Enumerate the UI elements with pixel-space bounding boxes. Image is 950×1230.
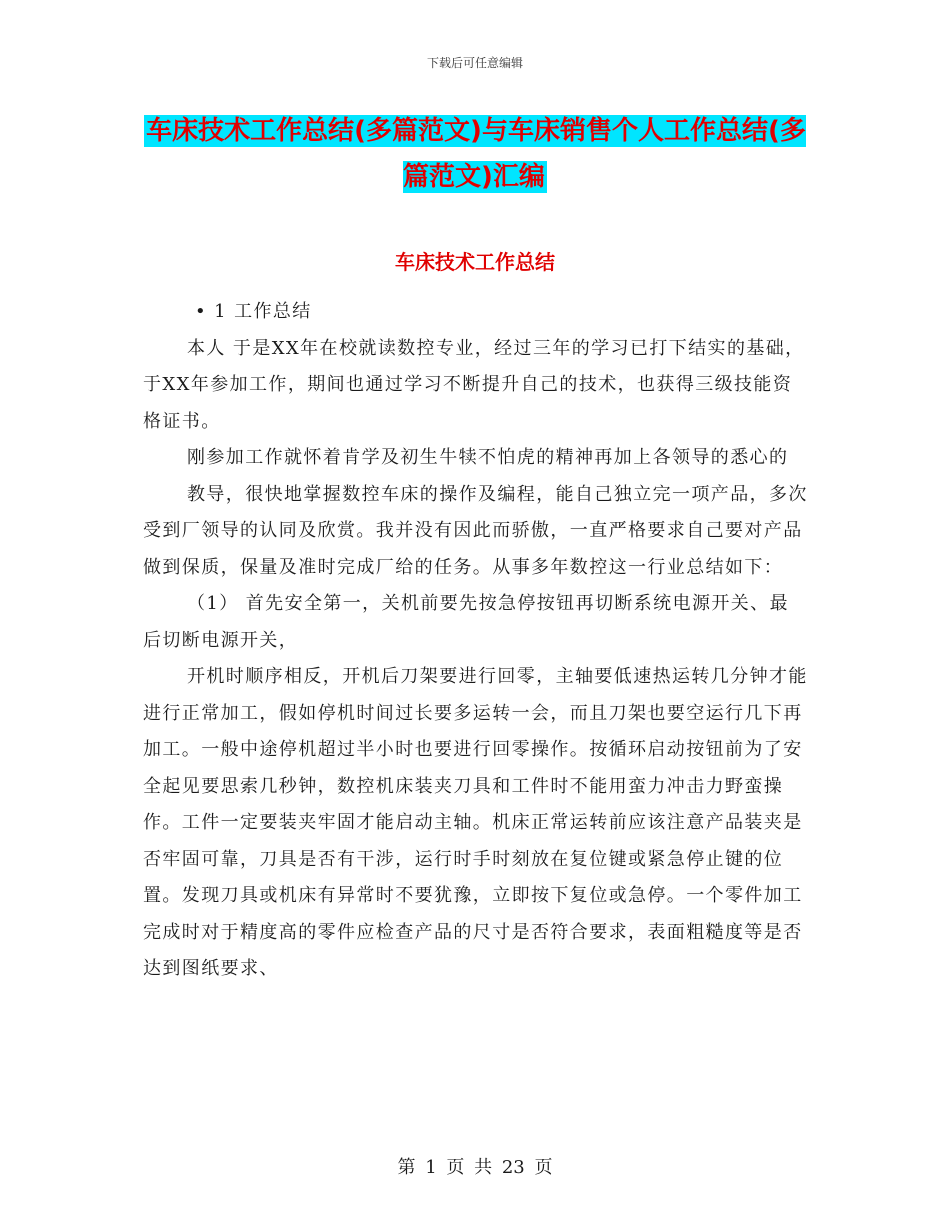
bullet-item: • 1 工作总结: [195, 301, 312, 322]
paragraph: 教导，很快地掌握数控车床的操作及编程，能自己独立完一项产品，多次受到厂领导的认同及欣赏。我并没有因此而骄傲，一直严格要求自己要对产品做到保质，保量及准时完成厂给的任务。从事多年数控这一行业总结如下：: [143, 483, 808, 578]
document-body: [143, 294, 808, 988]
header-note: 下载后可任意编辑: [426, 56, 523, 70]
paragraph: 刚参加工作就怀着肯学及初生牛犊不怕虎的精神再加上各领导的悉心的: [187, 447, 789, 468]
document-title: [140, 108, 810, 200]
document-title-text: 车床技术工作总结(多篇范文)与车床销售个人工作总结(多篇范文)汇编: [146, 116, 806, 192]
paragraph: 开机时顺序相反，开机后刀架要进行回零，主轴要低速热运转几分钟才能进行正常加工，假如停机时间过长要多运转一会，而且刀架也要空运行几下再加工。一般中途停机超过半小时也要进行回零操作。按循环启动按钮前为了安全起见要思索几秒钟，数控机床装夹刀具和工件时不能用蛮力冲击力野蛮操作。工件一定要装夹牢固才能启动主轴。机床正常运转前应该注意产品装夹是否牢固可靠，刀具是否有干涉，运行时手时刻放在复位键或紧急停止键的位置。发现刀具或机床有异常时不要犹豫，立即按下复位或急停。一个零件加工完成时对于精度高的零件应检查产品的尺寸是否符合要求，表面粗糙度等是否达到图纸要求、: [143, 666, 808, 979]
paragraph: （1） 首先安全第一，关机前要先按急停按钮再切断系统电源开关、最后切断电源开关，: [143, 593, 789, 651]
paragraph: 本人 于是XX年在校就读数控专业，经过三年的学习已打下结实的基础，于XX年参加工作，期间也通过学习不断提升自己的技术，也获得三级技能资格证书。: [143, 337, 805, 432]
page-number: 第 1 页 共 23 页: [397, 1157, 553, 1178]
section-title: 车床技术工作总结: [395, 250, 555, 274]
